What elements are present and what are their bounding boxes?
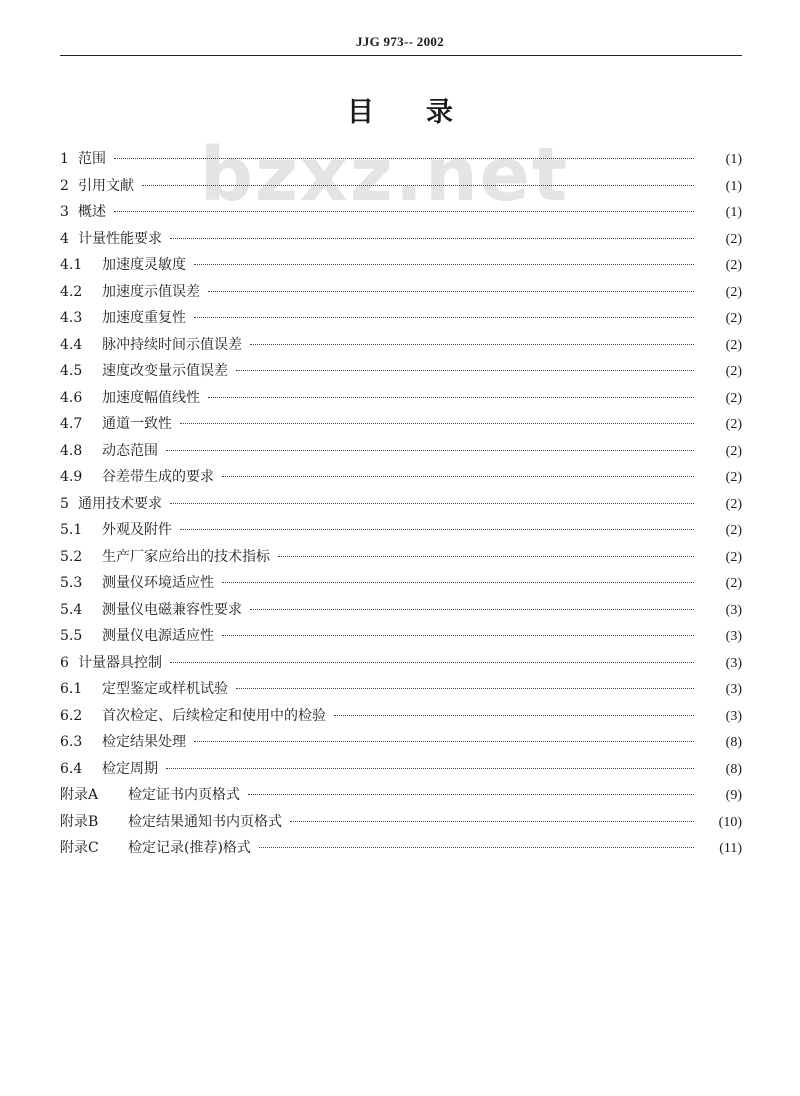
toc-entry-page: (3) <box>725 629 742 644</box>
toc-dot-leader <box>180 529 694 530</box>
toc-entry-number: 2 <box>60 177 69 194</box>
toc-dot-leader <box>236 688 694 689</box>
toc-entry-number: 6 <box>60 654 69 671</box>
toc-entry-number: 4.5 <box>60 363 83 379</box>
toc-entry-page: (8) <box>725 761 742 777</box>
toc-entry[interactable] <box>60 201 742 228</box>
toc-entry[interactable] <box>60 519 742 546</box>
toc-entry-page: (2) <box>725 496 742 512</box>
toc-entry[interactable] <box>60 837 742 864</box>
toc-dot-leader <box>208 397 694 398</box>
toc-entry-label: 检定证书内页格式 <box>128 787 240 803</box>
toc-entry-label: 生产厂家应给出的技术指标 <box>102 548 270 565</box>
toc-title: 目录 <box>347 97 505 128</box>
toc-entry-page: (2) <box>725 443 742 459</box>
toc-entry[interactable] <box>60 307 742 334</box>
toc-entry-page: (3) <box>725 602 742 618</box>
toc-dot-leader <box>194 264 694 265</box>
toc-entry-number: 6.3 <box>60 734 83 750</box>
toc-entry-number: 4.6 <box>60 389 83 406</box>
toc-entry-page: (3) <box>725 682 742 697</box>
toc-entry[interactable] <box>60 334 742 361</box>
toc-entry-label: 通道一致性 <box>102 416 172 432</box>
toc-entry-page: (2) <box>725 576 742 591</box>
toc-entry-label: 速度改变量示值误差 <box>102 363 228 379</box>
toc-dot-leader <box>334 715 694 716</box>
toc-entry-page: (2) <box>725 417 742 432</box>
toc-entry[interactable] <box>60 758 742 785</box>
toc-entry[interactable] <box>60 599 742 626</box>
toc-entry-number: 1 <box>60 151 69 167</box>
toc-entry-label: 计量器具控制 <box>78 654 162 671</box>
toc-entry[interactable] <box>60 387 742 414</box>
toc-entry-number: 6.4 <box>60 760 83 777</box>
toc-entry-label: 定型鉴定或样机试验 <box>102 681 228 697</box>
toc-entry-page: (2) <box>725 523 742 538</box>
toc-entry[interactable] <box>60 546 742 573</box>
toc-entry-number: 5.4 <box>60 601 83 618</box>
toc-dot-leader <box>248 794 694 795</box>
toc-dot-leader <box>114 211 694 212</box>
toc-entry-page: (2) <box>725 549 742 565</box>
toc-entry[interactable] <box>60 440 742 467</box>
toc-entry-label: 加速度幅值线性 <box>102 389 200 406</box>
toc-dot-leader <box>222 476 694 477</box>
toc-entry[interactable] <box>60 731 742 758</box>
toc-entry-number: 附录B <box>60 813 99 830</box>
toc-entry-label: 检定记录(推荐)格式 <box>128 840 251 856</box>
toc-entry[interactable] <box>60 281 742 308</box>
watermark: bzxz.net <box>200 132 570 218</box>
toc-dot-leader <box>222 635 694 636</box>
toc-entry-page: (3) <box>725 708 742 724</box>
toc-entry-label: 范围 <box>78 151 106 167</box>
toc-entry-page: (2) <box>725 364 742 379</box>
toc-entry-label: 脉冲持续时间示值误差 <box>102 336 242 353</box>
toc-entry-page: (1) <box>725 178 742 194</box>
toc-entry-number: 5.1 <box>60 522 83 538</box>
toc-entry-number: 5.5 <box>60 628 83 644</box>
toc-entry-page: (10) <box>718 814 742 830</box>
toc-entry-label: 检定结果通知书内页格式 <box>128 813 282 830</box>
toc-dot-leader <box>194 741 694 742</box>
toc-entry-page: (1) <box>725 152 742 167</box>
toc-entry-number: 4.9 <box>60 469 83 485</box>
toc-dot-leader <box>166 768 694 769</box>
toc-entry[interactable] <box>60 811 742 838</box>
toc-dot-leader <box>236 370 694 371</box>
toc-entry-page: (2) <box>725 258 742 273</box>
toc-entry-label: 引用文献 <box>78 177 134 194</box>
toc-dot-leader <box>250 344 694 345</box>
toc-dot-leader <box>170 503 694 504</box>
toc-entry-number: 6.2 <box>60 707 83 724</box>
toc-entry[interactable] <box>60 148 742 175</box>
toc-entry-label: 检定周期 <box>102 760 158 777</box>
toc-entry-label: 外观及附件 <box>102 522 172 538</box>
toc-entry-number: 5 <box>60 495 69 512</box>
toc-entry[interactable] <box>60 360 742 387</box>
table-of-contents <box>60 148 742 864</box>
toc-entry-label: 测量仪电磁兼容性要求 <box>102 601 242 618</box>
toc-entry[interactable] <box>60 254 742 281</box>
toc-entry-number: 5.3 <box>60 575 83 591</box>
toc-dot-leader <box>142 185 694 186</box>
toc-entry-page: (2) <box>725 470 742 485</box>
toc-entry-page: (11) <box>719 841 742 856</box>
toc-entry[interactable] <box>60 784 742 811</box>
toc-entry-number: 4 <box>60 230 69 247</box>
toc-entry-label: 加速度示值误差 <box>102 283 200 300</box>
toc-entry[interactable] <box>60 678 742 705</box>
toc-entry-number: 4.2 <box>60 283 83 300</box>
toc-entry-page: (3) <box>725 655 742 671</box>
toc-dot-leader <box>290 821 694 822</box>
toc-entry-label: 测量仪电源适应性 <box>102 628 214 644</box>
toc-entry-page: (2) <box>725 231 742 247</box>
toc-entry-page: (2) <box>725 311 742 326</box>
toc-entry[interactable] <box>60 572 742 599</box>
toc-dot-leader <box>278 556 694 557</box>
document-code: JJG 973-- 2002 <box>356 34 444 49</box>
toc-entry-label: 检定结果处理 <box>102 734 186 750</box>
toc-entry[interactable] <box>60 652 742 679</box>
toc-dot-leader <box>194 317 694 318</box>
toc-entry-label: 动态范围 <box>102 442 158 459</box>
toc-entry[interactable] <box>60 625 742 652</box>
toc-dot-leader <box>180 423 694 424</box>
toc-entry-number: 4.7 <box>60 416 83 432</box>
toc-entry-label: 计量性能要求 <box>78 230 162 247</box>
toc-dot-leader <box>170 238 694 239</box>
toc-entry-label: 加速度重复性 <box>102 310 186 326</box>
toc-entry-label: 谷差带生成的要求 <box>102 469 214 485</box>
toc-entry-number: 6.1 <box>60 681 83 697</box>
toc-entry-number: 附录A <box>60 787 99 803</box>
toc-entry-page: (8) <box>725 735 742 750</box>
toc-entry-number: 4.3 <box>60 310 83 326</box>
toc-entry-label: 概述 <box>78 204 106 220</box>
toc-entry[interactable] <box>60 466 742 493</box>
toc-dot-leader <box>114 158 694 159</box>
toc-entry-number: 4.8 <box>60 442 83 459</box>
toc-entry-number: 附录C <box>60 840 99 856</box>
toc-entry-number: 5.2 <box>60 548 83 565</box>
toc-entry-page: (9) <box>725 788 742 803</box>
toc-entry-label: 通用技术要求 <box>78 495 162 512</box>
toc-entry[interactable] <box>60 705 742 732</box>
toc-entry[interactable] <box>60 228 742 255</box>
toc-dot-leader <box>166 450 694 451</box>
toc-dot-leader <box>208 291 694 292</box>
toc-entry[interactable] <box>60 175 742 202</box>
toc-entry-label: 测量仪环境适应性 <box>102 575 214 591</box>
toc-entry-number: 3 <box>60 204 69 220</box>
toc-entry-label: 首次检定、后续检定和使用中的检验 <box>102 707 326 724</box>
toc-entry[interactable] <box>60 493 742 520</box>
toc-entry-label: 加速度灵敏度 <box>102 257 186 273</box>
toc-dot-leader <box>222 582 694 583</box>
toc-entry-page: (1) <box>725 205 742 220</box>
toc-entry-page: (2) <box>725 284 742 300</box>
toc-entry-number: 4.4 <box>60 336 83 353</box>
toc-entry-number: 4.1 <box>60 257 83 273</box>
toc-dot-leader <box>250 609 694 610</box>
toc-entry-page: (2) <box>725 337 742 353</box>
toc-entry[interactable] <box>60 413 742 440</box>
toc-dot-leader <box>170 662 694 663</box>
toc-entry-page: (2) <box>725 390 742 406</box>
toc-dot-leader <box>259 847 694 848</box>
header-rule <box>60 55 742 56</box>
